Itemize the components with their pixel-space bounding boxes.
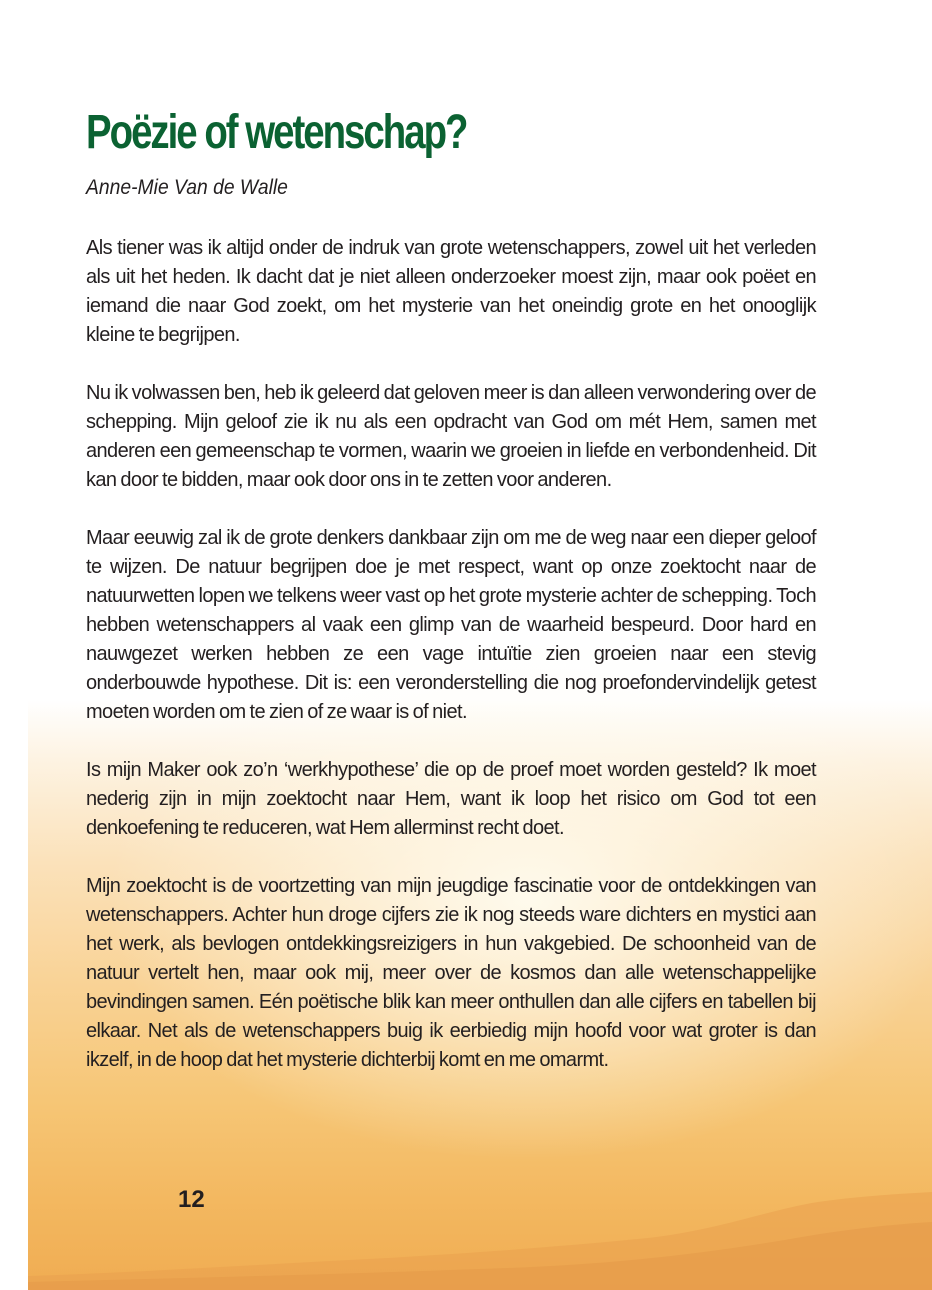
paragraph-3: Maar eeuwig zal ik de grote denkers dankbaar zijn om me de weg naar een dieper geloof te wijzen. De natuur begrijpen doe je met respect, want op onze zoektocht naar de natuurwetten lopen we telkens weer vast op het grote mysterie achter de schepping. Toch hebben wetenschappers al vaak een glimp van de waarheid bespeurd. Door hard en nauwgezet werken hebben ze een vage intuïtie zien groeien naar een stevig onderbouwde hypothese. Dit is: een veronderstelling die nog proefondervindelijk getest moeten worden om te zien of ze waar is of niet.: [86, 527, 816, 723]
paragraph-2: Nu ik volwassen ben, heb ik geleerd dat geloven meer is dan alleen verwondering over de schepping. Mijn geloof zie ik nu als een opdracht van God om mét Hem, samen met anderen een gemeenschap te vormen, waarin we groeien in liefde en verbondenheid. Dit kan door te bidden, maar ook door ons in te zetten voor anderen.: [86, 382, 816, 491]
page: [28, 0, 932, 1290]
page-number: 12: [178, 1186, 205, 1213]
paragraph-4: Is mijn Maker ook zo’n ‘werkhypothese’ die op de proef moet worden gesteld? Ik moet nederig zijn in mijn zoektocht naar Hem, want ik loop het risico om God tot een denkoefening te reduceren, wat Hem allerminst recht doet.: [86, 759, 816, 839]
article-body: [86, 234, 816, 1075]
paragraph-5: Mijn zoektocht is de voortzetting van mijn jeugdige fascinatie voor de ontdekkingen van wetenschappers. Achter hun droge cijfers zie ik nog steeds ware dichters en mystici aan het werk, als bevlogen ontdekkingsreizigers in hun vakgebied. De schoonheid van de natuur vertelt hen, maar ook mij, meer over de kosmos dan alle wetenschappelijke bevindingen samen. Eén poëtische blik kan meer onthullen dan alle cijfers en tabellen bij elkaar. Net als de wetenschappers buig ik eerbiedig mijn hoofd voor wat groter is dan ikzelf, in de hoop dat het mysterie dichterbij komt en me omarmt.: [86, 875, 816, 1071]
article: [86, 104, 816, 1104]
article-author: Anne-Mie Van de Walle: [86, 176, 288, 199]
paragraph-1: Als tiener was ik altijd onder de indruk van grote wetenschappers, zowel uit het verleden als uit het heden. Ik dacht dat je niet alleen onderzoeker moest zijn, maar ook poëet en iemand die naar God zoekt, om het mysterie van het oneindig grote en het onooglijk kleine te begrijpen.: [86, 237, 816, 346]
mountain-silhouette: [28, 1180, 932, 1290]
article-title: Poëzie of wetenschap?: [86, 106, 467, 159]
